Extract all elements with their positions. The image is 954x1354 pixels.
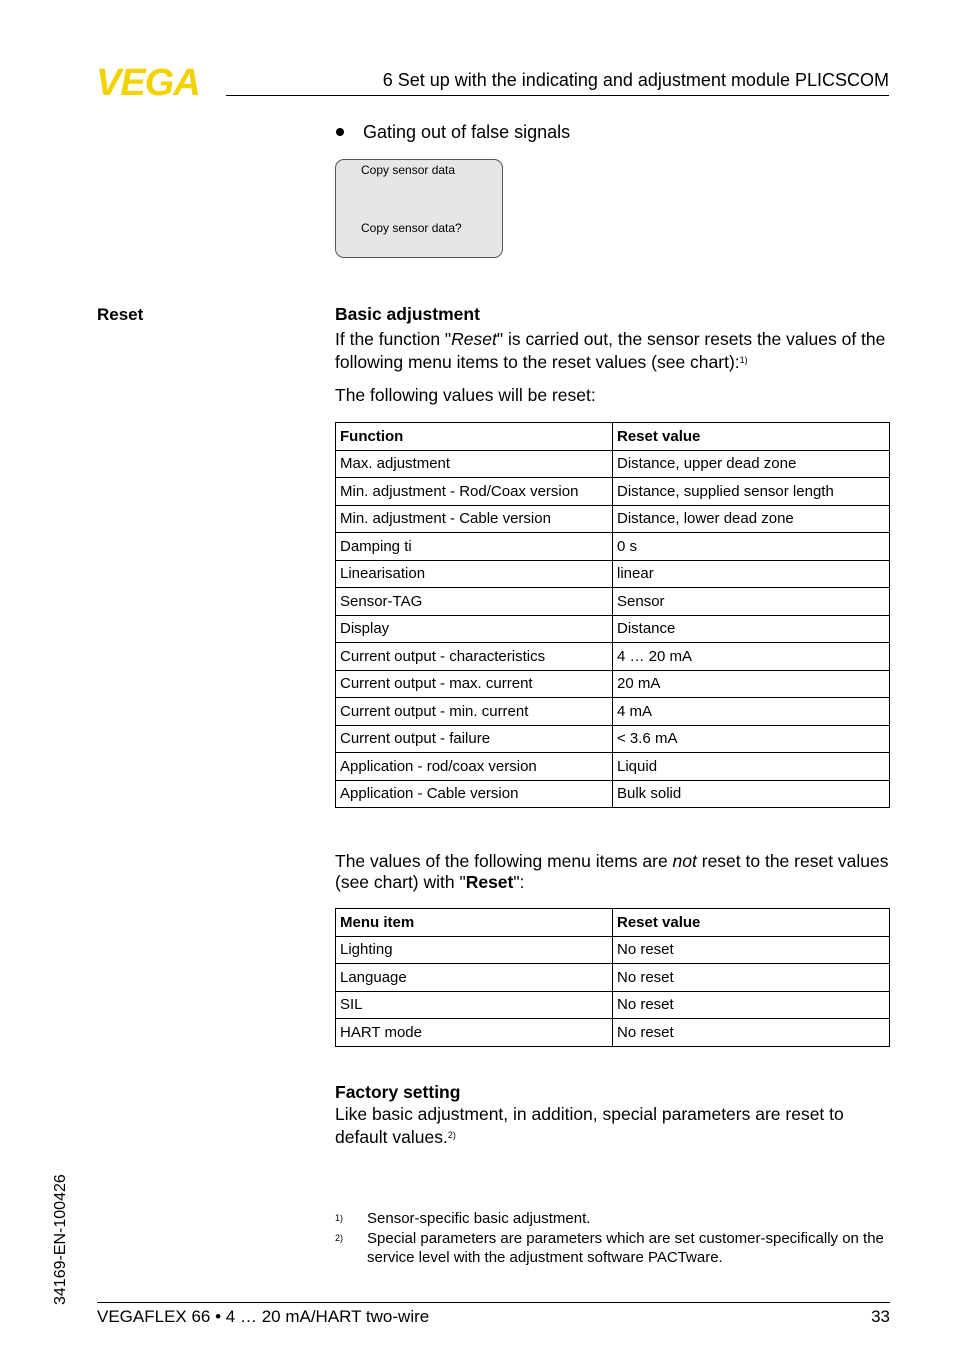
table-row [336, 725, 890, 753]
para-text-pre: The values of the following menu items are [335, 851, 673, 871]
para-text-italic: not [672, 851, 697, 871]
cell-reset-value: Sensor [613, 588, 890, 616]
cell-reset-value: Distance, supplied sensor length [613, 478, 890, 506]
table-row [336, 533, 890, 561]
cell-function: Application - rod/coax version [336, 753, 613, 781]
footnote-text: Special parameters are parameters which are set customer-specifically on the service level with the adjustment software PACTware. [367, 1230, 884, 1266]
cell-reset-value: linear [613, 560, 890, 588]
cell-menu-item: SIL [336, 991, 613, 1019]
table-row [336, 1019, 890, 1047]
para-text-post: " is carried out, the sensor resets the values of the following menu items to the reset values (see chart): [335, 329, 886, 372]
footer-divider [97, 1302, 890, 1303]
cell-function: Max. adjustment [336, 450, 613, 478]
cell-reset-value: No reset [613, 991, 890, 1019]
cell-menu-item: HART mode [336, 1019, 613, 1047]
page-number: 33 [871, 1307, 890, 1326]
not-reset-paragraph [335, 851, 890, 893]
para-text-bold: Reset [465, 872, 514, 892]
para-text-italic: Reset [451, 329, 497, 349]
table-row [336, 505, 890, 533]
cell-function: Sensor-TAG [336, 588, 613, 616]
column-header-reset-value: Reset value [613, 909, 890, 937]
factory-setting-paragraph [335, 1104, 890, 1148]
footnote-2 [335, 1229, 890, 1267]
cell-function: Current output - max. current [336, 670, 613, 698]
table-row [336, 780, 890, 808]
table-row [336, 478, 890, 506]
column-header-function: Function [336, 423, 613, 451]
table-row [336, 964, 890, 992]
table-row [336, 753, 890, 781]
bullet-text: Gating out of false signals [363, 122, 571, 142]
vega-logo-mark [96, 64, 220, 98]
cell-function: Damping ti [336, 533, 613, 561]
cell-menu-item: Lighting [336, 936, 613, 964]
table-row [336, 560, 890, 588]
cell-function: Linearisation [336, 560, 613, 588]
basic-adjustment-heading: Basic adjustment [335, 304, 480, 324]
column-header-menu-item: Menu item [336, 909, 613, 937]
cell-function: Current output - min. current [336, 698, 613, 726]
table-row [336, 588, 890, 616]
table-row [336, 670, 890, 698]
para-text-pre: If the function " [335, 329, 452, 349]
footer-product: VEGAFLEX 66 • 4 … 20 mA/HART two-wire [97, 1307, 430, 1326]
column-header-reset-value: Reset value [613, 423, 890, 451]
table-row [336, 615, 890, 643]
table-header-row [336, 423, 890, 451]
display-module-screen [335, 159, 503, 258]
cell-reset-value: 20 mA [613, 670, 890, 698]
svg-text:VEGA: VEGA [96, 64, 200, 98]
cell-function: Current output - failure [336, 725, 613, 753]
not-reset-table [335, 908, 890, 1047]
cell-reset-value: No reset [613, 936, 890, 964]
cell-reset-value: No reset [613, 1019, 890, 1047]
cell-reset-value: 0 s [613, 533, 890, 561]
footnote-ref-2: 2) [447, 1130, 456, 1140]
factory-text: Like basic adjustment, in addition, special parameters are reset to default values. [335, 1104, 844, 1147]
footnote-1 [335, 1209, 890, 1228]
table-row [336, 698, 890, 726]
document-code: 34169-EN-100426 [52, 1174, 69, 1305]
section-side-label: Reset [97, 305, 144, 324]
reset-values-intro: The following values will be reset: [335, 385, 596, 405]
display-line-2: Copy sensor data? [361, 221, 462, 235]
cell-reset-value: Distance, upper dead zone [613, 450, 890, 478]
cell-reset-value: Bulk solid [613, 780, 890, 808]
para-text-post: ": [513, 872, 525, 892]
cell-reset-value: Distance [613, 615, 890, 643]
cell-function: Current output - characteristics [336, 643, 613, 671]
chapter-header: 6 Set up with the indicating and adjustment module PLICSCOM [226, 70, 889, 96]
cell-function: Min. adjustment - Rod/Coax version [336, 478, 613, 506]
cell-function: Application - Cable version [336, 780, 613, 808]
table-row [336, 936, 890, 964]
table-row [336, 450, 890, 478]
cell-reset-value: No reset [613, 964, 890, 992]
table-header-row [336, 909, 890, 937]
bullet-item [336, 122, 570, 143]
cell-reset-value: 4 mA [613, 698, 890, 726]
cell-reset-value: Liquid [613, 753, 890, 781]
cell-reset-value: Distance, lower dead zone [613, 505, 890, 533]
table-row [336, 643, 890, 671]
footnotes [335, 1209, 890, 1267]
vega-logo [96, 64, 220, 98]
basic-adjustment-paragraph [335, 329, 890, 373]
footnote-text: Sensor-specific basic adjustment. [367, 1210, 591, 1227]
cell-menu-item: Language [336, 964, 613, 992]
cell-reset-value: 4 … 20 mA [613, 643, 890, 671]
table-row [336, 991, 890, 1019]
para-text-mid: reset to the reset values (see chart) with " [335, 851, 889, 892]
footnote-number: 1) [335, 1213, 344, 1223]
cell-function: Min. adjustment - Cable version [336, 505, 613, 533]
reset-values-table [335, 422, 890, 808]
cell-function: Display [336, 615, 613, 643]
cell-reset-value: < 3.6 mA [613, 725, 890, 753]
footnote-number: 2) [335, 1233, 344, 1243]
display-line-1: Copy sensor data [361, 163, 456, 177]
footnote-ref-1: 1) [739, 355, 748, 365]
bullet-dot-icon [336, 128, 344, 136]
factory-setting-heading: Factory setting [335, 1082, 461, 1102]
